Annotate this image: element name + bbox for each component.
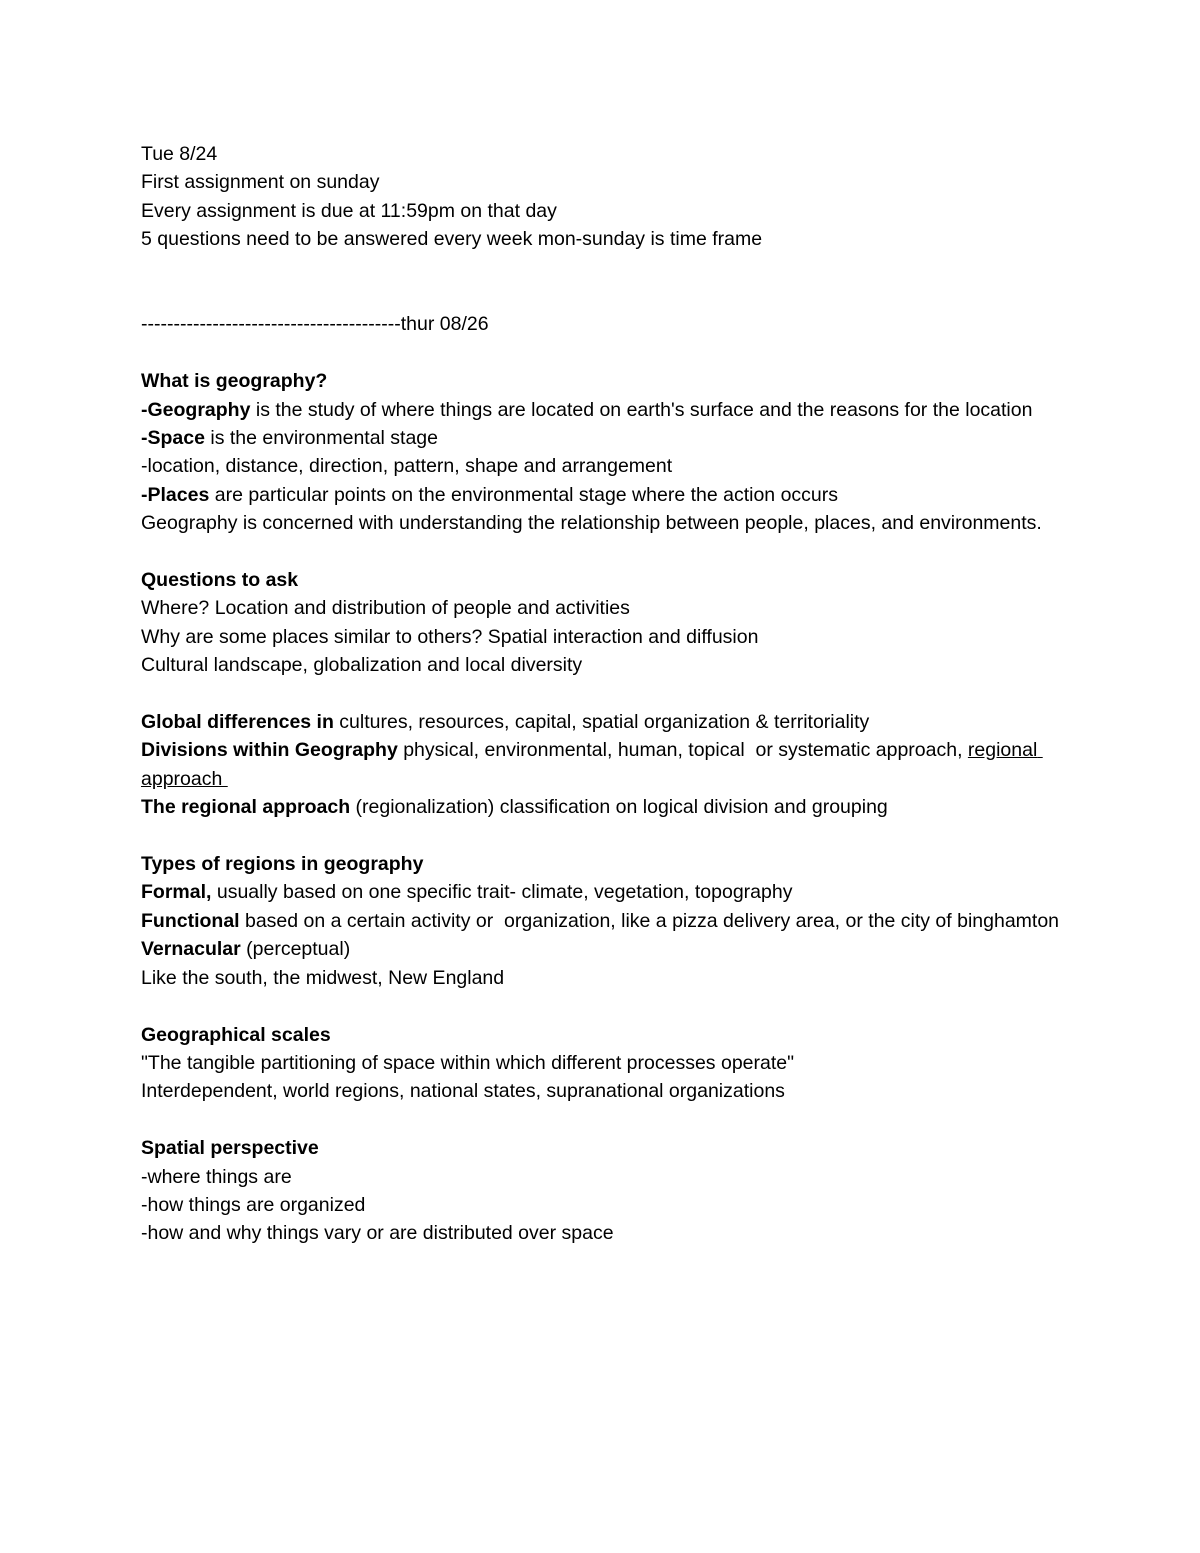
region-vernacular xyxy=(141,935,1061,963)
scales-list: Interdependent, world regions, national states, supranational organizations xyxy=(141,1080,785,1103)
definition-geography xyxy=(141,396,1061,424)
term-geography: -Geography xyxy=(141,398,251,421)
heading-types-of-regions: Types of regions in geography xyxy=(141,853,424,876)
def-global-differences: cultures, resources, capital, spatial organization & territoriality xyxy=(333,711,870,734)
spacer xyxy=(141,822,1061,850)
question-why: Why are some places similar to others? Spatial interaction and diffusion xyxy=(141,625,759,648)
def-divisions: physical, environmental, human, topical or systematic approach, xyxy=(397,739,968,762)
term-formal: Formal, xyxy=(141,881,212,904)
note-due-time: Every assignment is due at 11:59pm on that day xyxy=(141,199,557,222)
term-functional: Functional xyxy=(141,909,240,932)
term-regional-approach: The regional approach xyxy=(141,796,351,819)
vernacular-examples: Like the south, the midwest, New England xyxy=(141,966,505,989)
spacer xyxy=(141,992,1061,1020)
def-regional-approach: (regionalization) classification on logical division and grouping xyxy=(350,796,888,819)
spacer xyxy=(141,1106,1061,1134)
term-global-differences: Global differences in xyxy=(141,711,334,734)
spatial-point-distributed: -how and why things vary or are distributed over space xyxy=(141,1222,614,1245)
def-geography: is the study of where things are located on earth's surface and the reasons for the location xyxy=(250,398,1033,421)
def-space: is the environmental stage xyxy=(204,427,439,450)
def-functional: based on a certain activity or organization, like a pizza delivery area, or the city of binghamton xyxy=(239,909,1060,932)
definition-places xyxy=(141,481,1061,509)
question-where: Where? Location and distribution of people and activities xyxy=(141,597,630,620)
spatial-point-organized: -how things are organized xyxy=(141,1193,366,1216)
term-divisions: Divisions within Geography xyxy=(141,739,398,762)
spacer xyxy=(141,339,1061,367)
underlined-regional-approach: regional approach xyxy=(141,739,1043,790)
question-cultural: Cultural landscape, globalization and local diversity xyxy=(141,654,583,677)
heading-spatial-perspective: Spatial perspective xyxy=(141,1137,319,1160)
term-places: -Places xyxy=(141,483,210,506)
space-attributes: -location, distance, direction, pattern, shape and arrangement xyxy=(141,455,673,478)
region-formal xyxy=(141,878,1061,906)
heading-questions-to-ask: Questions to ask xyxy=(141,569,299,592)
def-places: are particular points on the environmental stage where the action occurs xyxy=(209,483,838,506)
definition-space xyxy=(141,424,1061,452)
date-tue: Tue 8/24 xyxy=(141,143,218,165)
global-differences xyxy=(141,708,1061,736)
region-functional xyxy=(141,907,1061,935)
regional-approach xyxy=(141,793,1061,821)
term-space: -Space xyxy=(141,427,205,450)
spatial-point-where: -where things are xyxy=(141,1165,292,1188)
heading-geographical-scales: Geographical scales xyxy=(141,1023,331,1046)
term-vernacular: Vernacular xyxy=(141,938,241,961)
scales-quote: "The tangible partitioning of space within which different processes operate" xyxy=(141,1051,795,1074)
document-body xyxy=(141,140,1061,1248)
note-first-assignment: First assignment on sunday xyxy=(141,171,380,194)
spacer xyxy=(141,254,1061,311)
def-vernacular: (perceptual) xyxy=(240,938,351,961)
spacer xyxy=(141,538,1061,566)
geography-concern: Geography is concerned with understanding the relationship between people, places, and environments. xyxy=(141,512,1042,535)
heading-what-is-geography: What is geography? xyxy=(141,370,328,393)
divisions-within-geography xyxy=(141,736,1061,793)
date-divider-thur: ----------------------------------------thur 08/26 xyxy=(141,313,489,336)
def-formal: usually based on one specific trait- climate, vegetation, topography xyxy=(211,881,793,904)
note-weekly-questions: 5 questions need to be answered every week mon-sunday is time frame xyxy=(141,228,763,251)
spacer xyxy=(141,680,1061,708)
